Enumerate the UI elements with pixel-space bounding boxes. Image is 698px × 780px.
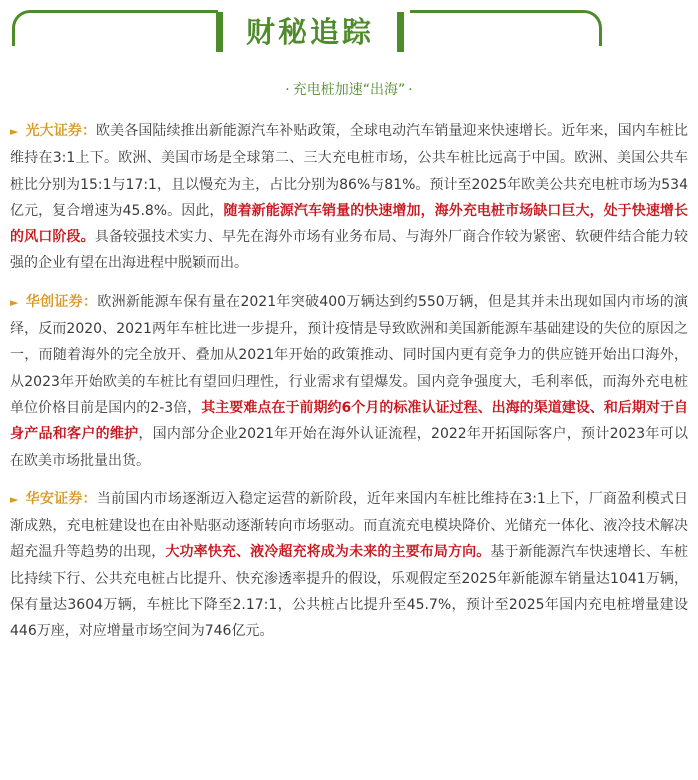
header-frame-right [410,10,602,46]
header-bar-left [216,12,223,52]
header-bar-right [397,12,404,52]
source-label: 华创证券： [25,293,98,310]
article-subtitle [0,80,698,100]
triangle-marker-icon: ► [10,295,19,309]
triangle-marker-icon: ► [10,492,19,506]
highlight-text: 随着新能源汽车销量的快速增加，海外充电桩市场缺口巨大，处于快速增长的风口阶段。 [10,202,688,246]
triangle-marker-icon: ► [10,125,19,138]
highlight-text: 其主要难点在于前期约6个月的标准认证过程、出海的渠道建设、和后期对于自身产品和客户的维护 [10,399,688,443]
paragraph-text: ，国内部分企业2021年开始在海外认证流程，2022年开拓国际客户，预计2023年可以在欧美市场批量出货。 [10,426,689,469]
source-label: 华安证券： [25,490,97,507]
article-body [10,118,688,645]
paragraph-everbright [10,118,688,277]
paragraph-text: 基于新能源汽车快速增长、车桩比持续下行、公共充电桩占比提升、快充渗透率提升的假设，乐观假定至2025年新能源车销量达1041万辆，保有量达3604万辆，车桩比下降至2.17:1，公共桩占比提升至45.7%，预计至2025年国内充电桩增量建设446万座，对应增量市场空间为746亿元。 [10,544,689,640]
section-title: 财秘追踪 [245,15,374,49]
paragraph-text: 具备较强技术实力、早先在海外市场有业务布局、与海外厂商合作较为紧密、软硬件结合能力较强的企业有望在出海进程中脱颖而出。 [10,229,688,272]
paragraph-text: 欧洲新能源车保有量在2021年突破400万辆达到约550万辆，但是其并未出现如国内市场的演绎，反而2020、2021两年车桩比进一步提升，预计疫情是导致欧洲和美国新能源车基础建设的失位的原因之一，而随着海外的完全放开、叠加从2021年开始的政策推动、同时国内更有竞争力的供应链开始出口海外，从2023年开始欧美的车桩比有望回归理性，行业需求有望爆发。国内竞争强度大，毛利率低，而海外充电桩单位价格目前是国内的2-3倍， [10,293,689,416]
header-frame-left [12,10,218,46]
subtitle-dot-right: · [408,82,413,98]
subtitle-text: 充电桩加速“出海” [292,82,406,98]
paragraph-huachuang [10,289,688,474]
source-label: 光大证券： [25,123,97,139]
subtitle-dot-left: · [285,82,290,98]
paragraph-text: 当前国内市场逐渐迈入稳定运营的新阶段，近年来国内车桩比维持在3:1上下，厂商盈利模式日渐成熟，充电桩建设也在由补贴驱动逐渐转向市场驱动。而直流充电模块降价、光储充一体化、液冷技术解决超充温升等趋势的出现， [10,490,689,561]
paragraph-text: 欧美各国陆续推出新能源汽车补贴政策，全球电动汽车销量迎来快速增长。近年来，国内车桩比维持在3:1上下。欧洲、美国市场是全球第二、三大充电桩市场，公共车桩比远高于中国。欧洲、美国公共车桩比分别为15:1与17:1，且以慢充为主，占比分别为86%与81%。预计至2025年欧美公共充电桩市场为534亿元，复合增速为45.8%。因此， [10,123,688,219]
paragraph-huaan [10,486,688,645]
highlight-text: 大功率快充、液冷超充将成为未来的主要布局方向。 [165,544,491,561]
section-header [0,0,698,62]
